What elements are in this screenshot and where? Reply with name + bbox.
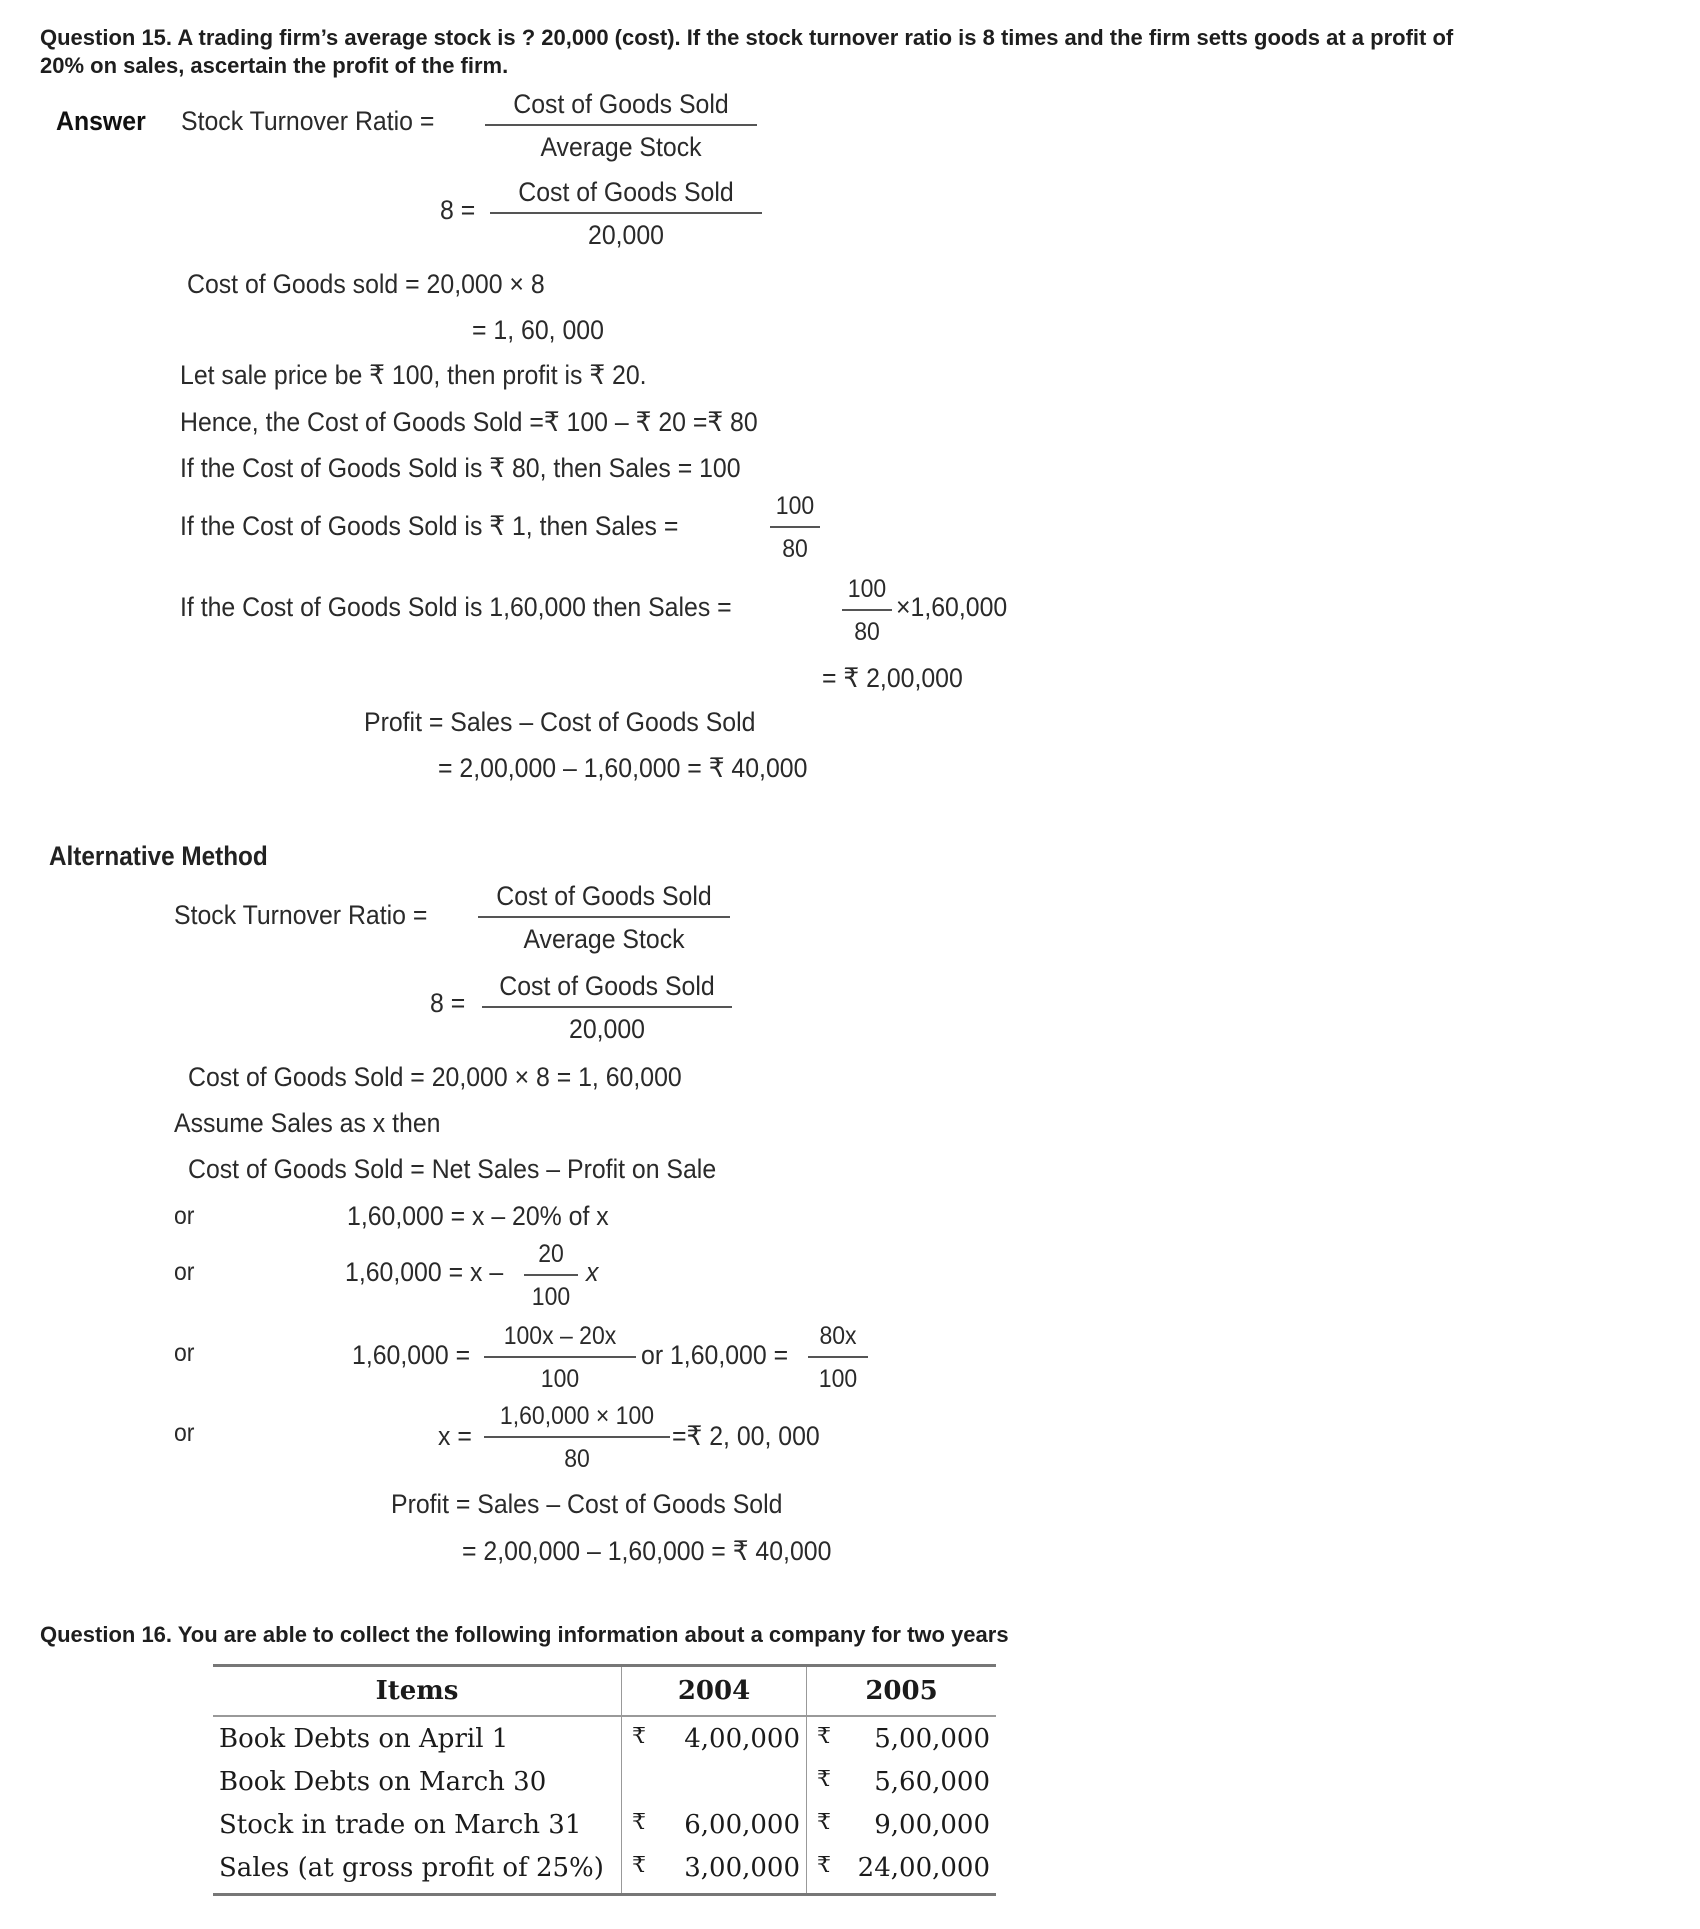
equation-4-left: x = [438,1421,472,1451]
fraction-numerator: Cost of Goods Sold [518,177,734,207]
fraction-bar [484,1436,670,1438]
if-cogs-160000: If the Cost of Goods Sold is 1,60,000 then Sales = [180,592,732,622]
equation-1: 1,60,000 = x – 20% of x [347,1201,609,1231]
fraction-bar [478,916,730,918]
amount: 5,60,000 [874,1766,990,1797]
amount: 5,00,000 [874,1723,990,1754]
eight-equals: 8 = [440,195,476,225]
table-row [213,1716,996,1760]
rupee-icon: ₹ [817,1766,831,1792]
rupee-icon: ₹ [817,1809,831,1835]
fraction-denominator: 80 [564,1445,590,1473]
amount: 4,00,000 [684,1723,800,1754]
equation-4-fraction [484,1400,670,1475]
fraction-denominator: 100 [818,1365,858,1393]
profit-result: = 2,00,000 – 1,60,000 = ₹ 40,000 [438,753,808,783]
sales-result: = ₹ 2,00,000 [822,663,963,693]
answer-label: Answer [56,106,146,136]
table-row [213,1803,996,1846]
alt-eight-fraction [482,970,732,1045]
equation-4-right: =₹ 2, 00, 000 [672,1421,820,1451]
value-2004-cell [622,1716,807,1760]
question-16: Question 16. You are able to collect the following information about a company for two years [40,1622,1009,1647]
fraction-bar [484,1356,636,1358]
rupee-icon: ₹ [632,1809,646,1835]
question-15-line-1: Question 15. A trading firm’s average stock is ? 20,000 (cost). If the stock turnover ratio is 8 times and the firm setts goods at a profit of [40,25,1454,50]
equation-3-fraction [484,1320,636,1395]
value-2005-cell [807,1803,997,1846]
cogs-result: = 1, 60, 000 [472,315,604,345]
fraction-bar [482,1006,732,1008]
alt-profit-result: = 2,00,000 – 1,60,000 = ₹ 40,000 [462,1536,832,1566]
multiplier: ×1,60,000 [896,592,1008,622]
equation-2-fraction [524,1238,578,1313]
equation-3b-fraction [808,1320,868,1395]
fraction-numerator: 80x [819,1322,857,1350]
if-cogs-80: If the Cost of Goods Sold is ₹ 80, then Sales = 100 [180,453,741,483]
fraction-denominator: 80 [782,535,808,563]
fraction-numerator: 1,60,000 × 100 [499,1402,655,1430]
alt-stock-turnover-label: Stock Turnover Ratio = [174,900,428,930]
table-row [213,1846,996,1895]
header-2005: 2005 [807,1666,997,1717]
cogs-calc: Cost of Goods sold = 20,000 × 8 [187,269,545,299]
equation-3-left: 1,60,000 = [352,1340,471,1370]
alt-profit-formula: Profit = Sales – Cost of Goods Sold [391,1489,783,1519]
value-2004-cell [622,1846,807,1895]
if-cogs-1: If the Cost of Goods Sold is ₹ 1, then Sales = [180,511,679,541]
or-label: or [174,1258,195,1286]
value-2005-cell [807,1846,997,1895]
fraction-bar [842,609,892,611]
amount: 6,00,000 [684,1809,800,1840]
fraction-denominator: 20,000 [569,1014,645,1044]
value-2004-cell [622,1760,807,1803]
amount: 3,00,000 [684,1852,800,1883]
value-2004-cell [622,1803,807,1846]
fraction-numerator: Cost of Goods Sold [496,881,712,911]
alt-eight-equals: 8 = [430,988,466,1018]
or-label: or [174,1202,195,1230]
fraction-denominator: 20,000 [588,220,664,250]
fraction-numerator: 100x – 20x [503,1322,617,1350]
stock-turnover-label: Stock Turnover Ratio = [181,106,435,136]
header-2004: 2004 [622,1666,807,1717]
fraction-numerator: 20 [538,1240,564,1268]
fraction-bar [808,1356,868,1358]
fraction-bar [770,526,820,528]
fraction-bar [490,212,762,214]
item-cell: Book Debts on March 30 [213,1760,622,1803]
alternative-method-heading: Alternative Method [49,841,268,871]
rupee-icon: ₹ [632,1852,646,1878]
item-cell: Book Debts on April 1 [213,1716,622,1760]
fraction-denominator: Average Stock [540,132,702,162]
fraction-numerator: 100 [847,575,887,603]
amount: 24,00,000 [857,1852,990,1883]
equation-2-right: x [586,1257,599,1287]
eight-fraction [490,176,762,251]
fraction-denominator: 100 [531,1283,571,1311]
fraction-numerator: Cost of Goods Sold [499,971,715,1001]
rupee-icon: ₹ [632,1723,646,1749]
fraction-denominator: Average Stock [523,924,685,954]
value-2005-cell [807,1760,997,1803]
amount: 9,00,000 [874,1809,990,1840]
fraction-numerator: 100 [775,492,815,520]
if-cogs-1-fraction [770,490,820,565]
table-header-row [213,1666,996,1717]
alt-cogs-calc: Cost of Goods Sold = 20,000 × 8 = 1, 60,000 [188,1062,682,1092]
table-row [213,1760,996,1803]
assume-sales: Assume Sales as x then [174,1108,441,1138]
header-items: Items [213,1666,622,1717]
fraction-denominator: 100 [540,1365,580,1393]
fraction-numerator: Cost of Goods Sold [513,89,729,119]
stock-turnover-fraction [485,88,757,163]
equation-2-left: 1,60,000 = x – [345,1257,504,1287]
or-label: or [174,1339,195,1367]
if-cogs-160000-fraction [842,573,892,648]
or-label: or [174,1419,195,1447]
equation-3-middle: or 1,60,000 = [641,1340,789,1370]
fraction-bar [524,1274,578,1276]
fraction-bar [485,124,757,126]
value-2005-cell [807,1716,997,1760]
item-cell: Stock in trade on March 31 [213,1803,622,1846]
item-cell: Sales (at gross profit of 25%) [213,1846,622,1895]
rupee-icon: ₹ [817,1852,831,1878]
let-sale-price: Let sale price be ₹ 100, then profit is ₹ 20. [180,360,647,390]
alt-stock-turnover-fraction [478,880,730,955]
company-info-table [213,1664,996,1896]
hence-cogs: Hence, the Cost of Goods Sold =₹ 100 – ₹ 20 =₹ 80 [180,407,758,437]
profit-formula: Profit = Sales – Cost of Goods Sold [364,707,756,737]
fraction-denominator: 80 [854,618,880,646]
cogs-equation: Cost of Goods Sold = Net Sales – Profit on Sale [188,1154,717,1184]
rupee-icon: ₹ [817,1723,831,1749]
question-15-line-2: 20% on sales, ascertain the profit of the firm. [40,53,509,78]
